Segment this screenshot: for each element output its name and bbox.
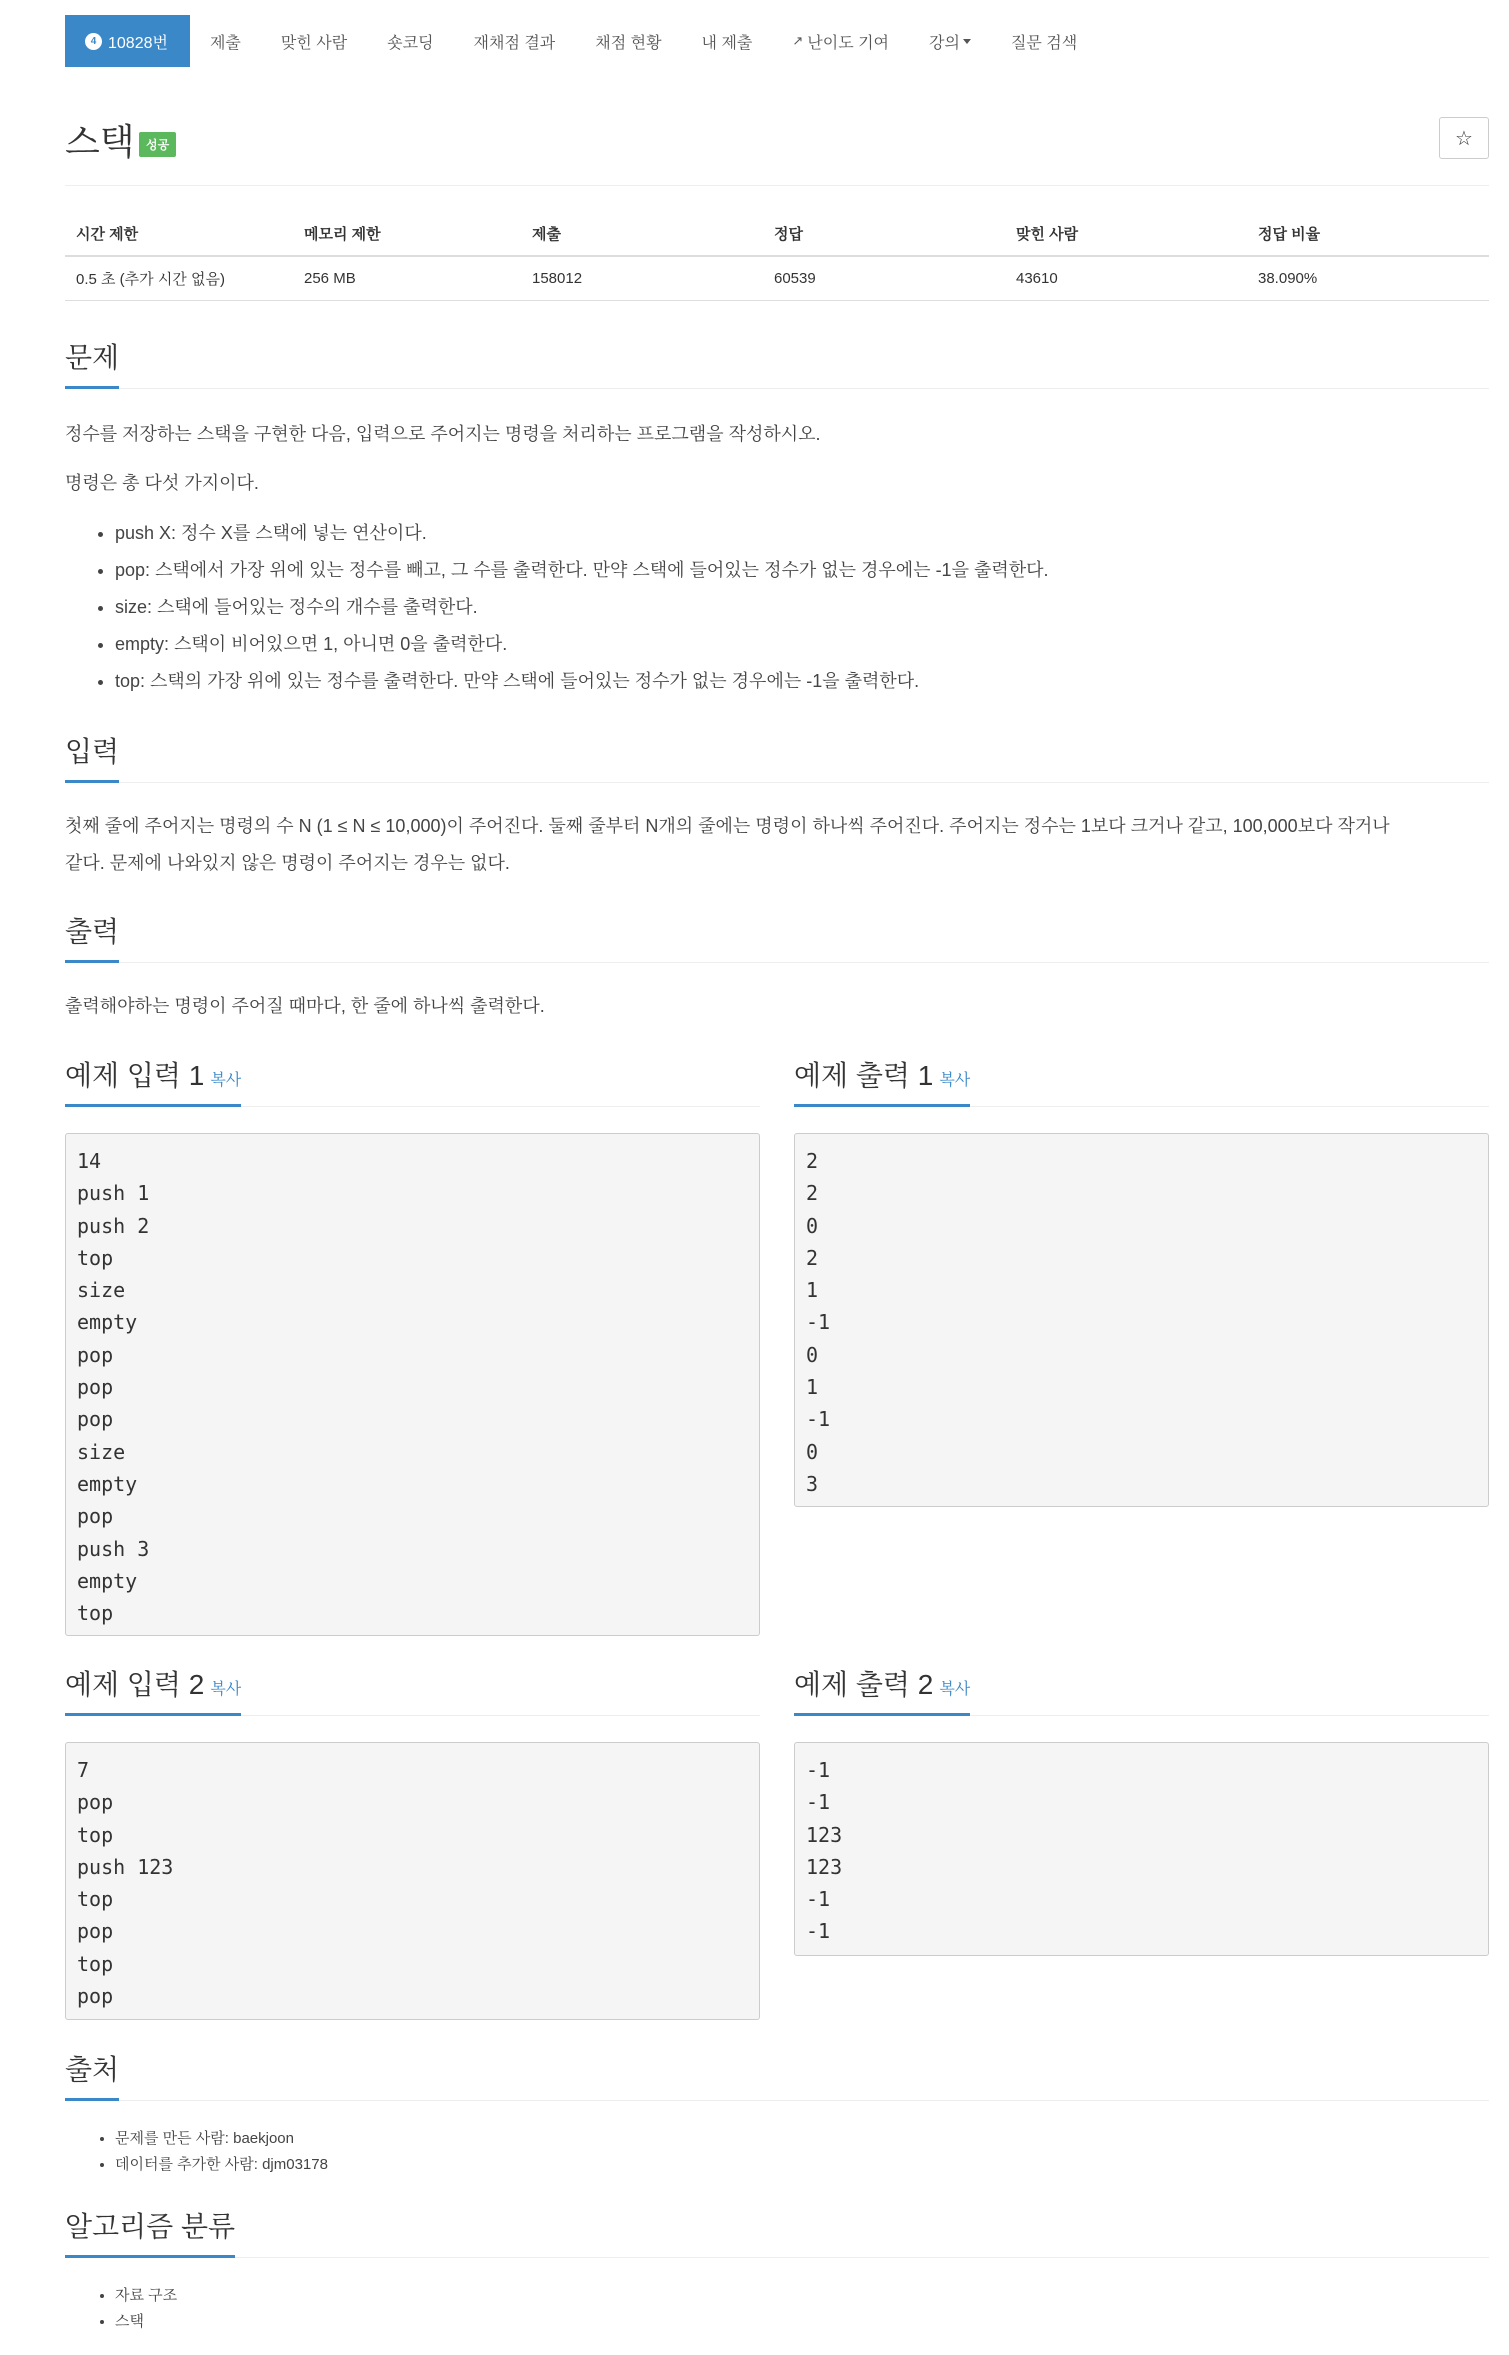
table-cell: 38.090% [1247,256,1489,300]
table-header-row [65,212,1489,256]
commands-list [115,515,1049,700]
input-description-line2: 같다. 문제에 나와있지 않은 명령이 주어지는 경우는 없다. [65,853,510,873]
title-row [65,112,1489,186]
sample-output-1[interactable]: 2 2 0 2 1 -1 0 1 -1 0 3 [794,1133,1489,1507]
nav-rejudge-results[interactable]: 재채점 결과 [473,34,556,52]
nav-difficulty-contribute[interactable] [772,15,909,67]
nav-problem-number[interactable] [65,15,190,67]
section-title: 입력 [65,730,119,783]
copy-button[interactable]: 복사 [939,1072,971,1089]
sample-output-1-heading [794,1054,1489,1107]
copy-button[interactable]: 복사 [210,1072,242,1089]
section-title: 출력 [65,910,119,963]
table-cell: 0.5 초 (추가 시간 없음) [65,256,293,300]
nav-my-submissions[interactable]: 내 제출 [701,34,753,52]
list-item: • size: 스택에 들어있는 정수의 개수를 출력한다. [115,589,1049,626]
table-row [65,256,1489,300]
nav-question-search[interactable]: 질문 검색 [1010,34,1078,52]
nav-lectures-dropdown[interactable] [909,15,991,67]
section-title: 출처 [65,2048,119,2101]
list-item: • empty: 스택이 비어있으면 1, 아니면 0을 출력한다. [115,626,1049,663]
table-header: 정답 [763,212,1005,256]
problem-info-table [65,212,1489,301]
status-badge: 성공 [139,132,176,157]
table-header: 시간 제한 [65,212,293,256]
list-item: • pop: 스택에서 가장 위에 있는 정수를 빼고, 그 수를 출력한다. 만약 스택에 들어있는 정수가 없는 경우에는 -1을 출력한다. [115,552,1049,589]
problem-section-heading [65,336,1489,389]
table-cell: 158012 [521,256,763,300]
star-icon: ☆ [1455,127,1473,150]
copy-button[interactable]: 복사 [939,1681,971,1698]
lectures-label: 강의 [929,34,960,52]
problem-description: 정수를 저장하는 스택을 구현한 다음, 입력으로 주어지는 명령을 처리하는 프로그램을 작성하시오. [65,424,821,444]
sample-heading: 예제 입력 2 복사 [65,1663,241,1716]
section-title: 알고리즘 분류 [65,2205,235,2258]
algorithm-tags-list [115,2283,177,2335]
input-section-heading [65,730,1489,783]
problem-number-label: 10828번 [108,34,168,52]
algorithm-tag[interactable]: • 스택 [115,2309,177,2335]
nav-judge-status[interactable]: 채점 현황 [595,34,662,52]
page-title: 스택 [65,121,135,162]
copy-button[interactable]: 복사 [210,1681,242,1698]
sample-input-1-heading [65,1054,760,1107]
table-cell: 43610 [1005,256,1247,300]
sample-input-2[interactable]: 7 pop top push 123 top pop top pop [65,1742,760,2020]
section-title: 문제 [65,336,119,389]
list-item: • top: 스택의 가장 위에 있는 정수를 출력한다. 만약 스택에 들어있는 정수가 없는 경우에는 -1을 출력한다. [115,663,1049,700]
sample-output-2-heading [794,1663,1489,1716]
table-cell: 256 MB [293,256,521,300]
table-header: 제출 [521,212,763,256]
list-item: • 데이터를 추가한 사람: djm03178 [115,2152,328,2178]
input-description-line1: 첫째 줄에 주어지는 명령의 수 N (1 ≤ N ≤ 10,000)이 주어진다. 둘째 줄부터 N개의 줄에는 명령이 하나씩 주어진다. 주어지는 정수는 1보다 크거나 같고, 100,000보다 작거나 [65,816,1390,836]
sample-output-2[interactable]: -1 -1 123 123 -1 -1 [794,1742,1489,1956]
source-list [115,2126,328,2178]
difficulty-label: 난이도 기여 [807,34,890,52]
table-header: 메모리 제한 [293,212,521,256]
table-header: 맞힌 사람 [1005,212,1247,256]
external-link-icon: ↗ [792,33,804,48]
sample-heading: 예제 입력 1 복사 [65,1054,241,1107]
algorithm-section-heading [65,2205,1489,2258]
problem-commands-intro: 명령은 총 다섯 가지이다. [65,473,259,493]
list-item: • 문제를 만든 사람: baekjoon [115,2126,328,2152]
sample-input-2-heading [65,1663,760,1716]
table-cell: 60539 [763,256,1005,300]
nav-solvers[interactable]: 맞힌 사람 [280,34,348,52]
output-description: 출력해야하는 명령이 주어질 때마다, 한 줄에 하나씩 출력한다. [65,996,545,1016]
sample-heading: 예제 출력 1 복사 [794,1054,970,1107]
nav-submit[interactable]: 제출 [209,34,241,52]
sample-heading: 예제 출력 2 복사 [794,1663,970,1716]
table-header: 정답 비율 [1247,212,1489,256]
sample-input-1[interactable]: 14 push 1 push 2 top size empty pop pop pop size empty pop push 3 empty top [65,1133,760,1636]
list-item: • push X: 정수 X를 스택에 넣는 연산이다. [115,515,1049,552]
source-section-heading [65,2048,1489,2101]
caret-down-icon [963,39,971,44]
output-section-heading [65,910,1489,963]
nav-short-coding[interactable]: 숏코딩 [387,34,434,52]
problem-nav [65,14,1097,68]
algorithm-tag[interactable]: • 자료 구조 [115,2283,177,2309]
tier-badge-icon: 4 [85,33,102,50]
star-button[interactable] [1439,117,1489,159]
